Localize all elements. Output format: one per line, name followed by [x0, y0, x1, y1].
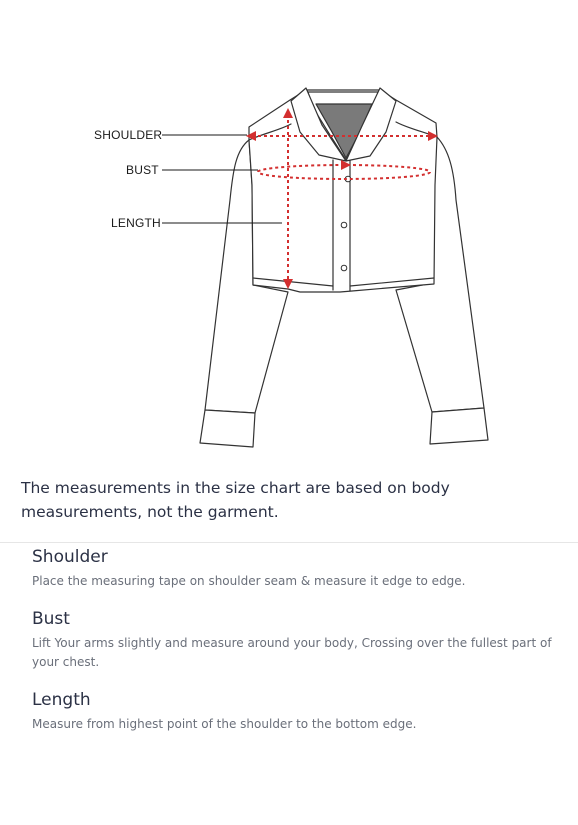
length-instructions: Measure from highest point of the shoulder to the bottom edge.	[32, 717, 417, 731]
bust-callout-label: BUST	[126, 163, 159, 177]
section-divider	[0, 542, 578, 543]
shoulder-heading: Shoulder	[32, 547, 108, 567]
bust-heading: Bust	[32, 609, 70, 629]
shirt-button-2	[341, 222, 347, 228]
measurement-note: The measurements in the size chart are based on body measurements, not the garment.	[21, 479, 450, 521]
shoulder-callout-label: SHOULDER	[94, 128, 163, 142]
length-section	[32, 689, 552, 734]
length-heading: Length	[32, 690, 91, 710]
bust-instructions: Lift Your arms slightly and measure around your body, Crossing over the fullest part of your chest.	[32, 636, 552, 669]
right-cuff	[430, 408, 488, 444]
shoulder-instructions: Place the measuring tape on shoulder seam & measure it edge to edge.	[32, 574, 466, 588]
length-callout-label: LENGTH	[111, 216, 161, 230]
left-cuff	[200, 410, 255, 447]
shoulder-section	[32, 546, 552, 591]
shirt-button-3	[341, 265, 347, 271]
bust-section	[32, 608, 552, 672]
